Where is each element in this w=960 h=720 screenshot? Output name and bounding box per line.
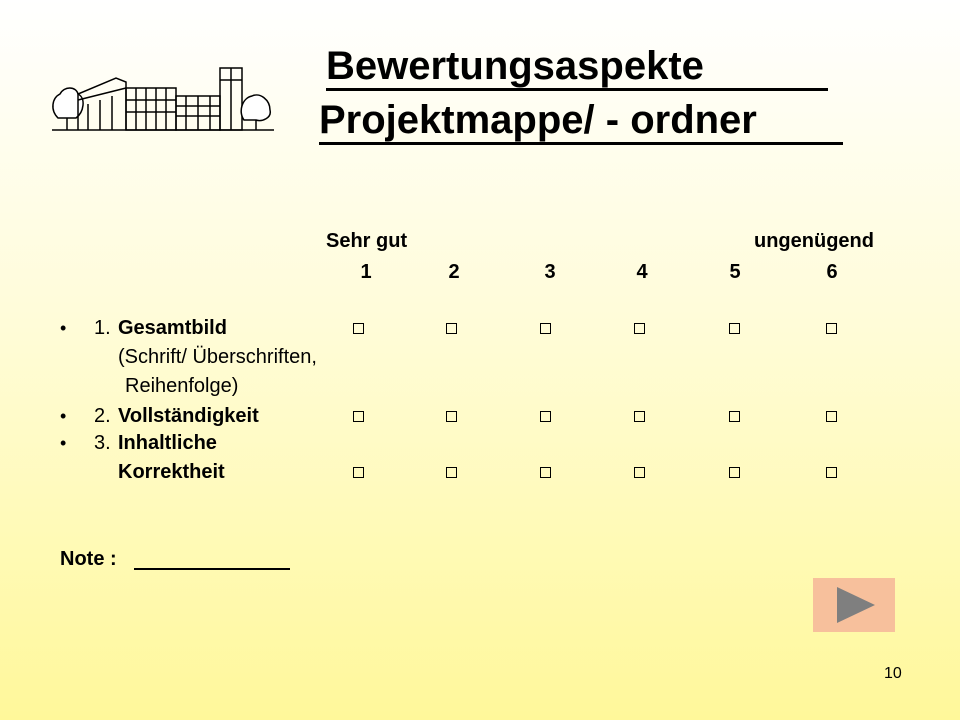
criterion-3-rating-5-checkbox[interactable] [729,467,740,478]
title-line-2: Projektmappe/ - ordner [319,98,757,142]
scale-number-5: 5 [729,261,741,283]
criterion-3-rating-6-checkbox[interactable] [826,467,837,478]
criterion-2-rating-5-checkbox[interactable] [729,411,740,422]
criterion-1-detail-2: Reihenfolge) [125,375,239,397]
criterion-3-name-line-2: Korrektheit [118,461,225,483]
scale-number-2: 2 [448,261,460,283]
criterion-1-rating-3-checkbox[interactable] [540,323,551,334]
school-building-logo [48,60,278,138]
criterion-1-rating-2-checkbox[interactable] [446,323,457,334]
scale-best-label: Sehr gut [326,230,408,252]
title-line-1: Bewertungsaspekte [326,44,727,88]
scale-number-6: 6 [826,261,838,283]
bullet-2: • [60,406,67,426]
criterion-1-rating-1-checkbox[interactable] [353,323,364,334]
criterion-1-detail-1: (Schrift/ Überschriften, [118,346,317,368]
criterion-3-rating-1-checkbox[interactable] [353,467,364,478]
bullet-3: • [60,433,67,453]
criterion-3-rating-4-checkbox[interactable] [634,467,645,478]
scale-number-3: 3 [544,261,556,283]
scale-worst-label: ungenügend [754,230,874,252]
criterion-2-rating-4-checkbox[interactable] [634,411,645,422]
criterion-1-name: Gesamtbild [118,317,227,339]
title-underline-1 [326,88,828,91]
note-label: Note : [60,548,117,570]
criterion-2-rating-1-checkbox[interactable] [353,411,364,422]
criterion-2-rating-3-checkbox[interactable] [540,411,551,422]
criterion-1-rating-5-checkbox[interactable] [729,323,740,334]
criterion-3-number: 3. [94,432,111,454]
scale-number-1: 1 [360,261,372,283]
note-input-line[interactable] [134,568,290,570]
criterion-3-rating-3-checkbox[interactable] [540,467,551,478]
next-slide-button[interactable] [813,578,895,632]
play-triangle-icon [813,578,895,632]
bullet-1: • [60,318,67,338]
criterion-1-number: 1. [94,317,111,339]
title-underline-2 [319,142,843,145]
criterion-2-number: 2. [94,405,111,427]
criterion-3-rating-2-checkbox[interactable] [446,467,457,478]
criterion-1-rating-4-checkbox[interactable] [634,323,645,334]
criterion-3-name: Inhaltliche [118,432,217,454]
criterion-2-rating-2-checkbox[interactable] [446,411,457,422]
criterion-1-rating-6-checkbox[interactable] [826,323,837,334]
slide-number: 10 [884,665,902,682]
criterion-2-rating-6-checkbox[interactable] [826,411,837,422]
criterion-2-name: Vollständigkeit [118,405,259,427]
scale-number-4: 4 [636,261,648,283]
